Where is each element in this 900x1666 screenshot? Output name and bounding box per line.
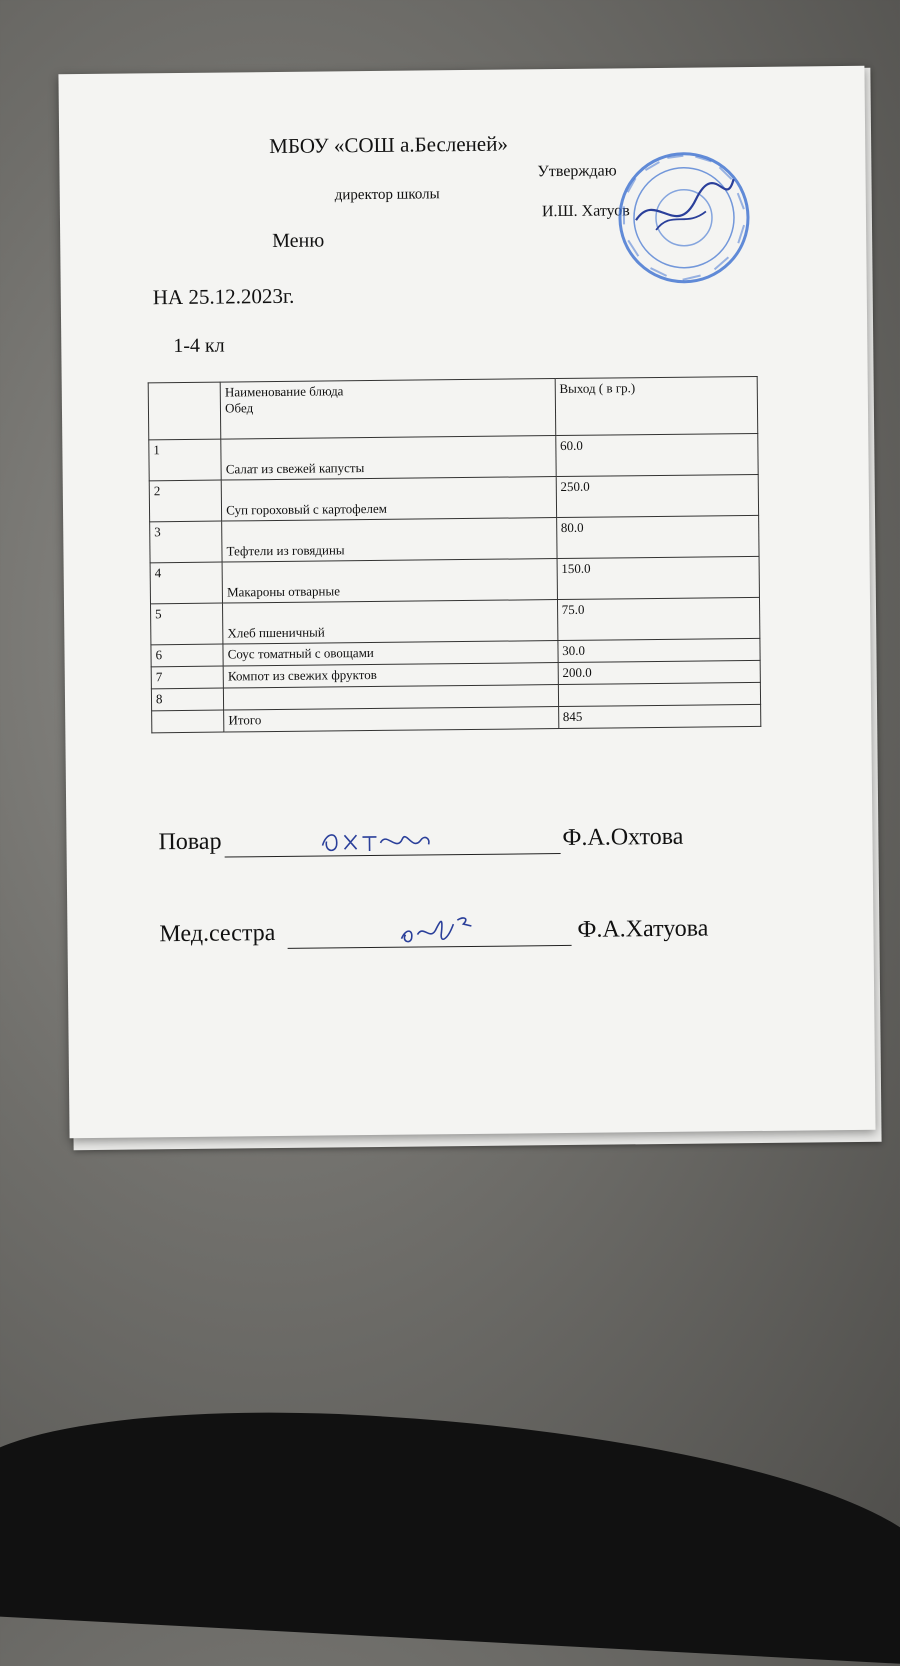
table-row [150,556,759,603]
header-num-cell [148,382,221,440]
header-output-cell: Выход ( в гр.) [555,376,758,435]
header-name-cell [220,379,555,439]
dish-name: Салат из свежей капусты [221,436,556,481]
row-number: 1 [149,439,222,481]
director-title: директор школы [335,186,440,204]
dish-name: Соус томатный с овощами [223,641,558,667]
approve-label: Утверждаю [537,162,616,181]
dish-output: 150.0 [557,556,760,599]
dish-output: 75.0 [557,597,760,640]
dish-output [558,682,761,706]
table-row [149,433,758,480]
menu-table [148,376,762,733]
dish-name: Хлеб пшеничный [223,600,558,645]
row-number: 4 [150,562,223,604]
header-dish-name: Наименование блюда [225,381,551,400]
table-row [149,474,758,521]
table-row [151,597,760,644]
table-row [150,515,759,562]
dish-output: 80.0 [556,515,759,558]
director-name: И.Ш. Хатуов [542,202,630,221]
dish-name: Компот из свежих фруктов [223,663,558,689]
nurse-label: Мед.сестра [159,920,275,948]
header-meal: Обед [225,397,551,416]
total-value: 845 [558,704,761,728]
dish-output: 250.0 [556,474,759,517]
menu-title: Меню [272,229,324,253]
row-number: 3 [150,521,223,563]
menu-document [58,66,875,1138]
total-label: Итого [224,707,559,733]
dish-name: Тефтели из говядины [222,518,557,563]
row-number: 7 [151,666,223,689]
dish-output: 30.0 [558,638,761,662]
row-number: 2 [149,480,222,522]
row-number: 6 [151,644,223,667]
cook-name: Ф.А.Охтова [562,824,683,852]
row-number: 5 [151,603,224,645]
row-number: 8 [151,688,223,711]
cook-signature [316,822,436,857]
dish-output: 200.0 [558,660,761,684]
cook-label: Повар [158,829,221,857]
menu-date: НА 25.12.2023г. [153,284,295,310]
nurse-name: Ф.А.Хатуова [577,915,708,943]
school-name: МБОУ «СОШ а.Бесленей» [269,132,508,159]
table-header-row [148,376,758,439]
school-stamp [615,149,752,286]
nurse-signature [397,910,487,947]
total-num-cell [152,710,224,733]
dish-output: 60.0 [555,433,758,476]
dish-name: Макароны отварные [222,559,557,604]
dish-name: Суп гороховый с картофелем [221,477,556,522]
grade-label: 1-4 кл [173,335,225,359]
